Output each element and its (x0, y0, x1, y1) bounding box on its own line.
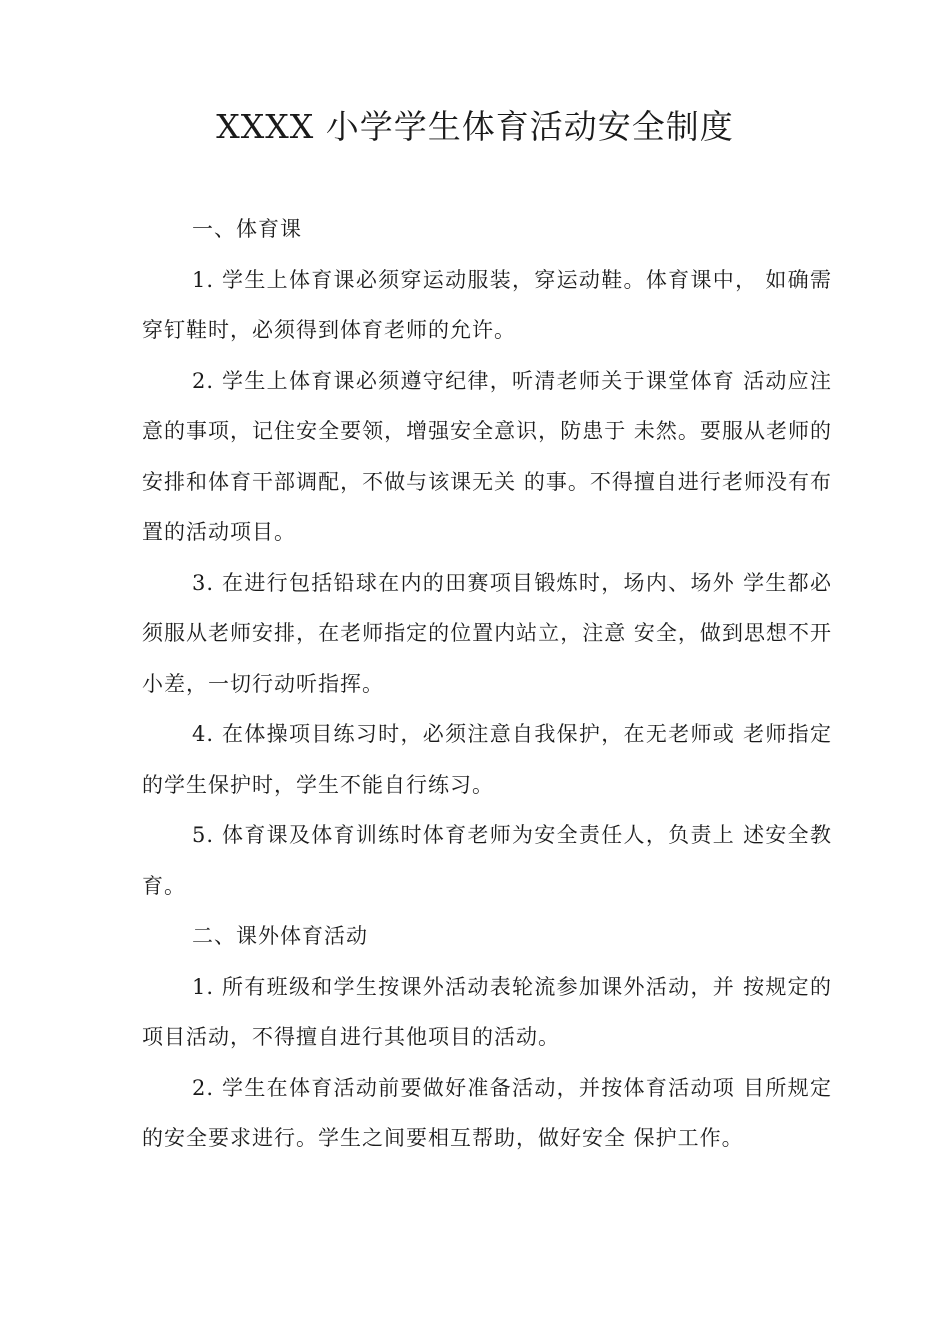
paragraph: 2. 学生在体育活动前要做好准备活动，并按体育活动项 目所规定的安全要求进行。学生之间要相互帮助，做好安全 保护工作。 (142, 1075, 832, 1150)
paragraph: 3. 在进行包括铅球在内的田赛项目锻炼时，场内、场外 学生都必须服从老师安排，在老师指定的位置内站立，注意 安全，做到思想不开小差，一切行动听指挥。 (142, 570, 832, 696)
document-body (142, 204, 832, 1164)
section-heading-pe-class: 一、体育课 (192, 217, 302, 241)
paragraph: 4. 在体操项目练习时，必须注意自我保护，在无老师或 老师指定的学生保护时，学生不能自行练习。 (142, 722, 832, 797)
section-heading-extracurricular: 二、课外体育活动 (192, 924, 368, 948)
paragraph: 2. 学生上体育课必须遵守纪律，听清老师关于课堂体育 活动应注意的事项，记住安全要领，增强安全意识，防患于 未然。要服从老师的安排和体育干部调配，不做与该课无关 的事。不得擅自进行老师没有布置的活动项目。 (142, 368, 832, 544)
paragraph: 1. 所有班级和学生按课外活动表轮流参加课外活动，并 按规定的项目活动，不得擅自进行其他项目的活动。 (142, 974, 832, 1049)
paragraph: 1. 学生上体育课必须穿运动服装，穿运动鞋。体育课中， 如确需穿钉鞋时，必须得到体育老师的允许。 (142, 267, 832, 342)
document-title: XXXX 小学学生体育活动安全制度 (216, 107, 734, 146)
paragraph: 5. 体育课及体育训练时体育老师为安全责任人，负责上 述安全教育。 (142, 823, 832, 898)
